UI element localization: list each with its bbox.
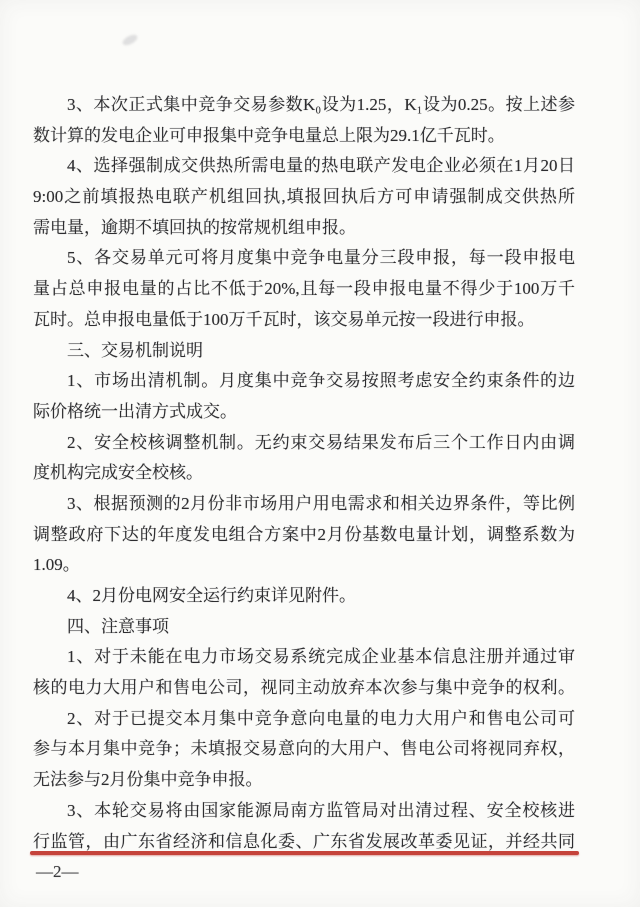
text-line: 核的电力大用户和售电公司，视同主动放弃本次参与集中竞争的权利。 [33, 678, 575, 698]
text-line: 度机构完成安全校核。 [33, 463, 203, 483]
text-line: 调整政府下达的年度发电组合方案中2月份基数电量计划，调整系数为 [33, 524, 575, 544]
text-line: 3、根据预测的2月份非市场用户用电需求和相关边界条件，等比例 [67, 493, 575, 513]
document-text-block [33, 90, 575, 857]
text-line: 4、2月份电网安全运行约束详见附件。 [67, 586, 356, 605]
text-line: 数计算的发电企业可申报集中竞争电量总上限为29.1亿千瓦时。 [33, 125, 505, 145]
text-line: 三、交易机制说明 [67, 340, 203, 360]
text-line: 1、市场出清机制。月度集中竞争交易按照考虑安全约束条件的边 [67, 371, 575, 391]
text-line: 行监管，由广东省经济和信息化委、广东省发展改革委见证，并经共同 [33, 827, 575, 858]
text-line: 2、对于已提交本月集中竞争意向电量的电力大用户和售电公司可 [67, 708, 575, 728]
text-line: 需电量，逾期不填回执的按常规机组申报。 [33, 217, 356, 237]
text-line: 四、注意事项 [67, 616, 169, 636]
text-line: 际价格统一出清方式成交。 [33, 401, 237, 421]
text-line: 无法参与2月份集中竞争申报。 [33, 770, 263, 790]
scan-smudge-artifact [121, 33, 139, 48]
page-number: —2— [36, 862, 79, 881]
red-underline [30, 851, 579, 855]
text-line: 参与本月集中竞争；未填报交易意向的大用户、售电公司将视同弃权， [33, 739, 575, 759]
text-line: 3、本次正式集中竞争交易参数K₀设为1.25，K₁设为0.25。按上述参 [67, 95, 575, 114]
text-line: 5、各交易单元可将月度集中竞争电量分三段申报，每一段申报电 [67, 248, 575, 268]
text-line: 1、对于未能在电力市场交易系统完成企业基本信息注册并通过审 [67, 647, 575, 667]
text-line: 量占总申报电量的占比不低于20%,且每一段申报电量不得少于100万千 [33, 279, 575, 299]
text-line: 3、本轮交易将由国家能源局南方监管局对出清过程、安全校核进 [67, 800, 575, 820]
text-line: 瓦时。总申报电量低于100万千瓦时，该交易单元按一段进行申报。 [33, 309, 535, 329]
text-line: 9:00之前填报热电联产机组回执,填报回执后方可申请强制成交供热所 [33, 187, 575, 207]
text-line: 2、安全校核调整机制。无约束交易结果发布后三个工作日内由调 [67, 432, 575, 452]
text-line: 1.09。 [33, 555, 80, 575]
text-line: 4、选择强制成交供热所需电量的热电联产发电企业必须在1月20日 [67, 156, 575, 176]
